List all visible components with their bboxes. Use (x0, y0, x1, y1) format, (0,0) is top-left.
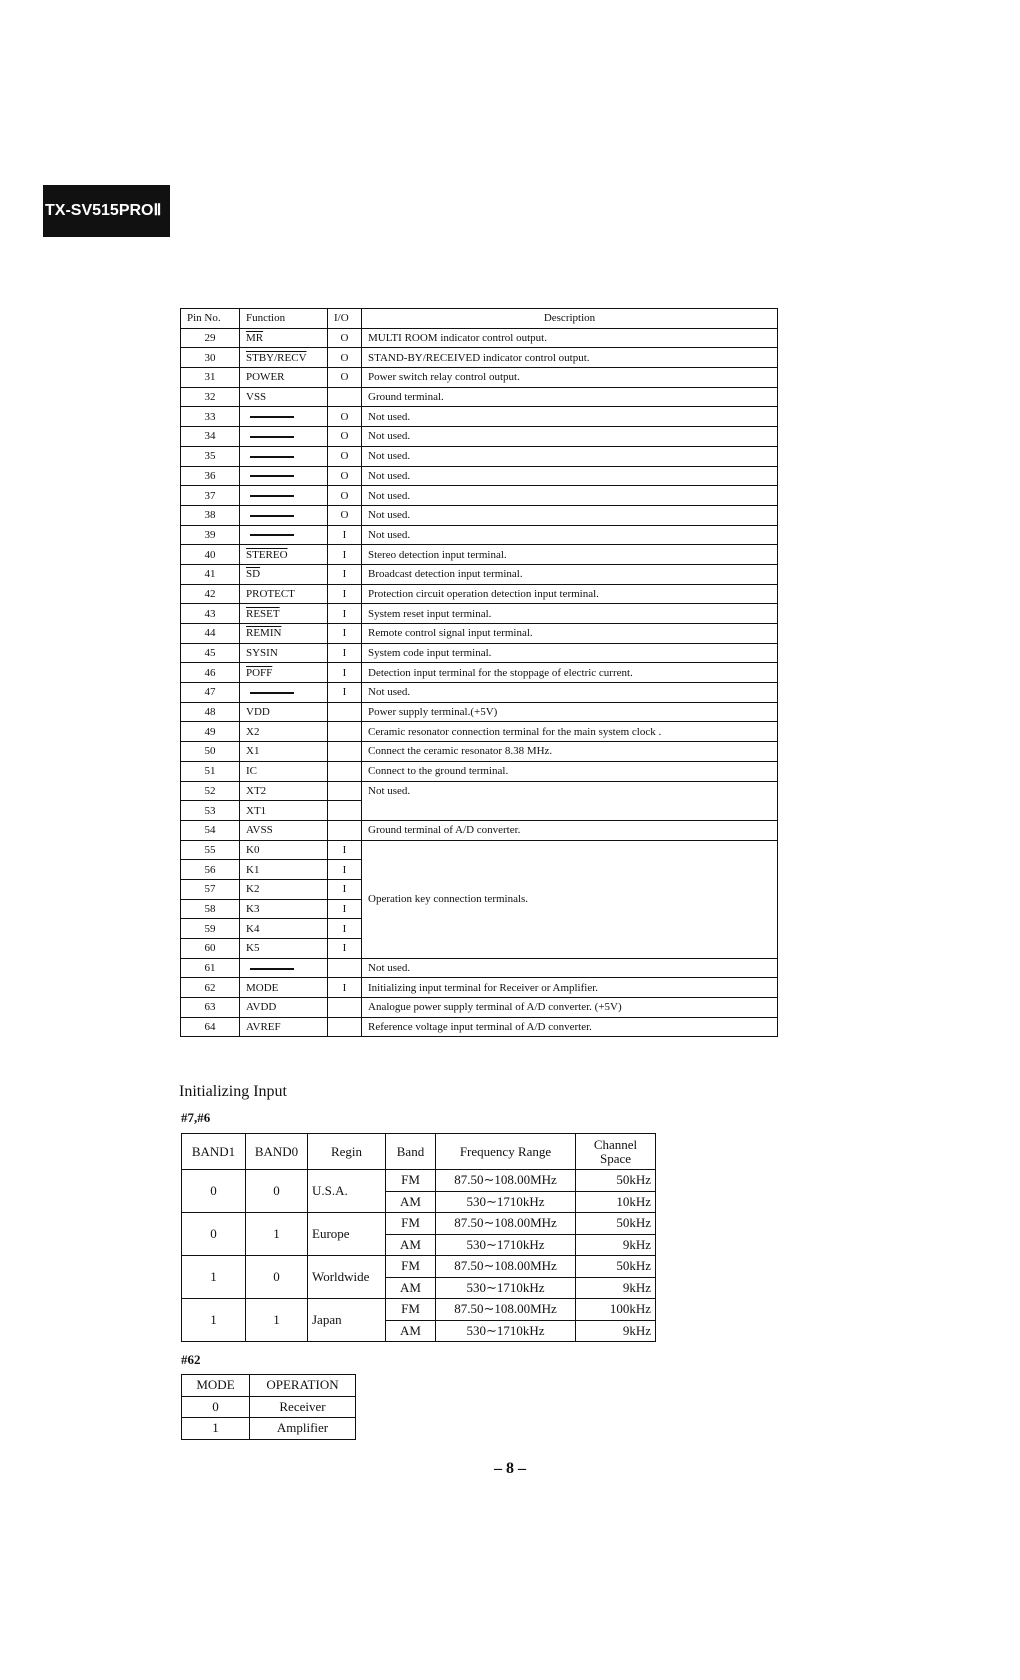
io-direction: O (328, 348, 362, 368)
io-direction: I (328, 624, 362, 644)
channel-space: 100kHz (576, 1299, 656, 1321)
pin-number: 48 (181, 702, 240, 722)
table-row (181, 564, 778, 584)
band-row (182, 1213, 656, 1235)
mode-value: 0 (182, 1396, 250, 1418)
function-name: AVDD (240, 998, 328, 1018)
io-direction (328, 958, 362, 978)
band1-value: 1 (182, 1256, 246, 1299)
function-name: AVREF (240, 1017, 328, 1037)
function-name: PROTECT (240, 584, 328, 604)
header-function: Function (240, 309, 328, 329)
io-direction: I (328, 564, 362, 584)
table-row (181, 525, 778, 545)
description: Not used. (362, 781, 778, 820)
band-value: AM (386, 1191, 436, 1213)
function-name: MODE (240, 978, 328, 998)
unused-dash (250, 456, 294, 458)
band-value: FM (386, 1256, 436, 1278)
io-direction (328, 761, 362, 781)
mode-table (181, 1374, 356, 1440)
io-direction: I (328, 545, 362, 565)
description: Ceramic resonator connection terminal for the main system clock . (362, 722, 778, 742)
function-name: K1 (240, 860, 328, 880)
io-direction: I (328, 840, 362, 860)
operation-value: Amplifier (250, 1418, 356, 1440)
table-row (181, 643, 778, 663)
band0-value: 0 (246, 1170, 308, 1213)
description: Not used. (362, 525, 778, 545)
function-name: STBY/RECV (240, 348, 328, 368)
function-name: VDD (240, 702, 328, 722)
description: Not used. (362, 446, 778, 466)
channel-space: 9kHz (576, 1320, 656, 1342)
pin-number: 63 (181, 998, 240, 1018)
table-row (181, 840, 778, 860)
region-value: U.S.A. (308, 1170, 386, 1213)
function-name (240, 427, 328, 447)
description: Connect to the ground terminal. (362, 761, 778, 781)
frequency-range: 530∼1710kHz (436, 1277, 576, 1299)
pin-number: 36 (181, 466, 240, 486)
pin-number: 34 (181, 427, 240, 447)
io-direction (328, 742, 362, 762)
band-value: AM (386, 1320, 436, 1342)
frequency-range: 87.50∼108.00MHz (436, 1170, 576, 1192)
io-direction: I (328, 683, 362, 703)
description: Remote control signal input terminal. (362, 624, 778, 644)
io-direction: I (328, 860, 362, 880)
description: Not used. (362, 958, 778, 978)
function-name (240, 407, 328, 427)
unused-dash (250, 436, 294, 438)
function-name: X1 (240, 742, 328, 762)
description: Not used. (362, 683, 778, 703)
pin-number: 49 (181, 722, 240, 742)
pin-number: 57 (181, 879, 240, 899)
io-direction: I (328, 939, 362, 959)
pin-number: 59 (181, 919, 240, 939)
table-row (181, 584, 778, 604)
description: System code input terminal. (362, 643, 778, 663)
function-name: POFF (240, 663, 328, 683)
table-row (181, 683, 778, 703)
pin-function-table (180, 308, 778, 1037)
pin-number: 52 (181, 781, 240, 801)
table-row (181, 545, 778, 565)
pin-number: 42 (181, 584, 240, 604)
pin-number: 50 (181, 742, 240, 762)
pin-number: 38 (181, 505, 240, 525)
table-row (181, 407, 778, 427)
pin-number: 32 (181, 387, 240, 407)
table-row (181, 624, 778, 644)
pin-number: 46 (181, 663, 240, 683)
band-value: FM (386, 1299, 436, 1321)
table-row (181, 328, 778, 348)
header-mode: MODE (182, 1375, 250, 1397)
pin-number: 55 (181, 840, 240, 860)
region-value: Europe (308, 1213, 386, 1256)
function-name: $\overline{SD}$ (240, 564, 328, 584)
table-row (181, 663, 778, 683)
frequency-range: 87.50∼108.00MHz (436, 1299, 576, 1321)
io-direction: O (328, 407, 362, 427)
header-band0: BAND0 (246, 1134, 308, 1170)
function-name: $\overline{MR}$ (240, 328, 328, 348)
pin-number: 30 (181, 348, 240, 368)
function-name: POWER (240, 368, 328, 388)
function-name (240, 486, 328, 506)
description: Not used. (362, 486, 778, 506)
mode-header-row (182, 1375, 356, 1397)
description: Not used. (362, 407, 778, 427)
band-setting-table (181, 1133, 656, 1342)
band-row (182, 1299, 656, 1321)
pin-number: 29 (181, 328, 240, 348)
function-name (240, 505, 328, 525)
table-row (181, 702, 778, 722)
frequency-range: 87.50∼108.00MHz (436, 1213, 576, 1235)
table-row (181, 1017, 778, 1037)
region-value: Japan (308, 1299, 386, 1342)
channel-space: 50kHz (576, 1256, 656, 1278)
unused-dash (250, 475, 294, 477)
function-name: SYSIN (240, 643, 328, 663)
frequency-range: 530∼1710kHz (436, 1234, 576, 1256)
io-direction: O (328, 486, 362, 506)
band-header-row (182, 1134, 656, 1170)
table-row (181, 998, 778, 1018)
channel-space: 50kHz (576, 1213, 656, 1235)
header-band: Band (386, 1134, 436, 1170)
function-name (240, 466, 328, 486)
band0-value: 1 (246, 1213, 308, 1256)
io-direction: I (328, 663, 362, 683)
frequency-range: 530∼1710kHz (436, 1320, 576, 1342)
unused-dash (250, 515, 294, 517)
io-direction: I (328, 643, 362, 663)
unused-dash (250, 968, 294, 970)
table-header-row (181, 309, 778, 329)
description: MULTI ROOM indicator control output. (362, 328, 778, 348)
header-channel-space: Channel Space (576, 1134, 656, 1170)
io-direction: O (328, 368, 362, 388)
function-name (240, 683, 328, 703)
io-direction (328, 722, 362, 742)
description: STAND-BY/RECEIVED indicator control output. (362, 348, 778, 368)
function-name: K2 (240, 879, 328, 899)
pin-number: 60 (181, 939, 240, 959)
channel-space: 9kHz (576, 1234, 656, 1256)
page-number: – 8 – (494, 1460, 526, 1477)
pin-number: 35 (181, 446, 240, 466)
description: Ground terminal. (362, 387, 778, 407)
pin-number: 47 (181, 683, 240, 703)
function-name (240, 525, 328, 545)
table-row (181, 958, 778, 978)
header-frequency: Frequency Range (436, 1134, 576, 1170)
function-name: XT2 (240, 781, 328, 801)
io-direction (328, 801, 362, 821)
pin-number: 37 (181, 486, 240, 506)
function-name: STEREO (240, 545, 328, 565)
model-tag: TX-SV515PROⅡ (43, 185, 170, 237)
pin-number: 31 (181, 368, 240, 388)
description: Ground terminal of A/D converter. (362, 820, 778, 840)
mode-value: 1 (182, 1418, 250, 1440)
description: Detection input terminal for the stoppage of electric current. (362, 663, 778, 683)
band0-value: 1 (246, 1299, 308, 1342)
function-name (240, 446, 328, 466)
pin-number: 58 (181, 899, 240, 919)
io-direction: I (328, 584, 362, 604)
band-value: AM (386, 1277, 436, 1299)
header-region: Regin (308, 1134, 386, 1170)
description: Not used. (362, 466, 778, 486)
band-value: FM (386, 1170, 436, 1192)
band-value: FM (386, 1213, 436, 1235)
channel-space: 50kHz (576, 1170, 656, 1192)
table-row (181, 505, 778, 525)
io-direction (328, 820, 362, 840)
pin-number: 56 (181, 860, 240, 880)
initializing-title: Initializing Input (179, 1083, 287, 1100)
pin-number: 53 (181, 801, 240, 821)
unused-dash (250, 416, 294, 418)
table-row (181, 742, 778, 762)
table-row (181, 820, 778, 840)
table-row (181, 761, 778, 781)
description: Power switch relay control output. (362, 368, 778, 388)
header-pin: Pin No. (181, 309, 240, 329)
description: Stereo detection input terminal. (362, 545, 778, 565)
pin-number: 62 (181, 978, 240, 998)
band0-value: 0 (246, 1256, 308, 1299)
pin-number: 39 (181, 525, 240, 545)
io-direction (328, 1017, 362, 1037)
description: Initializing input terminal for Receiver or Amplifier. (362, 978, 778, 998)
table-row (181, 466, 778, 486)
table-row (181, 387, 778, 407)
pin-number: 44 (181, 624, 240, 644)
function-name: K0 (240, 840, 328, 860)
io-direction: I (328, 604, 362, 624)
channel-space: 9kHz (576, 1277, 656, 1299)
io-direction (328, 781, 362, 801)
io-direction: O (328, 427, 362, 447)
description: Reference voltage input terminal of A/D converter. (362, 1017, 778, 1037)
description: System reset input terminal. (362, 604, 778, 624)
io-direction: O (328, 446, 362, 466)
function-name: K5 (240, 939, 328, 959)
table-row (181, 446, 778, 466)
function-name: XT1 (240, 801, 328, 821)
unused-dash (250, 495, 294, 497)
mode-row (182, 1418, 356, 1440)
table-row (181, 486, 778, 506)
mode-row (182, 1396, 356, 1418)
description: Broadcast detection input terminal. (362, 564, 778, 584)
io-direction: I (328, 525, 362, 545)
description: Not used. (362, 427, 778, 447)
io-direction: O (328, 328, 362, 348)
pin-number: 45 (181, 643, 240, 663)
io-direction: I (328, 978, 362, 998)
table-row (181, 604, 778, 624)
function-name (240, 958, 328, 978)
frequency-range: 530∼1710kHz (436, 1191, 576, 1213)
header-band1: BAND1 (182, 1134, 246, 1170)
band-row (182, 1170, 656, 1192)
function-name: K4 (240, 919, 328, 939)
band1-value: 0 (182, 1170, 246, 1213)
header-operation: OPERATION (250, 1375, 356, 1397)
pin-number: 61 (181, 958, 240, 978)
band-label: #7,#6 (181, 1110, 211, 1125)
pin-number: 41 (181, 564, 240, 584)
band-row (182, 1256, 656, 1278)
band1-value: 0 (182, 1213, 246, 1256)
band1-value: 1 (182, 1299, 246, 1342)
mode-label: #62 (181, 1352, 201, 1367)
function-name: X2 (240, 722, 328, 742)
function-name: RESET (240, 604, 328, 624)
region-value: Worldwide (308, 1256, 386, 1299)
description: Power supply terminal.(+5V) (362, 702, 778, 722)
description: Protection circuit operation detection input terminal. (362, 584, 778, 604)
header-io: I/O (328, 309, 362, 329)
band-value: AM (386, 1234, 436, 1256)
io-direction: O (328, 505, 362, 525)
io-direction (328, 998, 362, 1018)
frequency-range: 87.50∼108.00MHz (436, 1256, 576, 1278)
description: Analogue power supply terminal of A/D converter. (+5V) (362, 998, 778, 1018)
io-direction (328, 387, 362, 407)
function-name: IC (240, 761, 328, 781)
operation-value: Receiver (250, 1396, 356, 1418)
table-row (181, 368, 778, 388)
io-direction (328, 702, 362, 722)
io-direction: I (328, 879, 362, 899)
channel-space: 10kHz (576, 1191, 656, 1213)
io-direction: I (328, 919, 362, 939)
pin-number: 64 (181, 1017, 240, 1037)
table-row (181, 722, 778, 742)
unused-dash (250, 692, 294, 694)
header-description: Description (362, 309, 778, 329)
io-direction: I (328, 899, 362, 919)
function-name: K3 (240, 899, 328, 919)
io-direction: O (328, 466, 362, 486)
table-row (181, 348, 778, 368)
description: Operation key connection terminals. (362, 840, 778, 958)
description: Not used. (362, 505, 778, 525)
pin-number: 40 (181, 545, 240, 565)
function-name: REMIN (240, 624, 328, 644)
pin-number: 54 (181, 820, 240, 840)
description: Connect the ceramic resonator 8.38 MHz. (362, 742, 778, 762)
pin-number: 33 (181, 407, 240, 427)
function-name: AVSS (240, 820, 328, 840)
table-row (181, 978, 778, 998)
pin-number: 51 (181, 761, 240, 781)
table-row (181, 427, 778, 447)
pin-number: 43 (181, 604, 240, 624)
unused-dash (250, 534, 294, 536)
function-name: VSS (240, 387, 328, 407)
table-row (181, 781, 778, 801)
